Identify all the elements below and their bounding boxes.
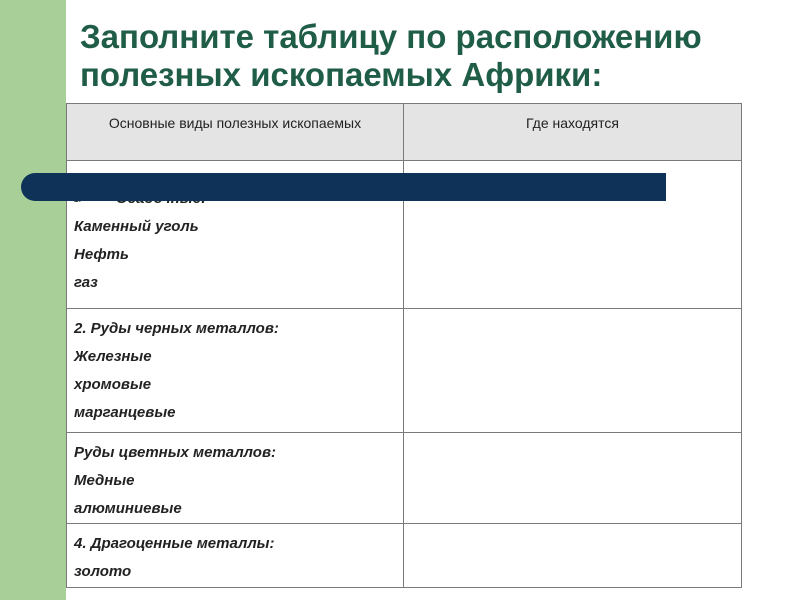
mineral-item: Каменный уголь	[74, 218, 199, 236]
table-row	[67, 524, 742, 588]
title-line-1: Заполните таблицу по расположению	[80, 18, 702, 55]
table-row	[67, 309, 742, 433]
mineral-cell	[67, 309, 404, 433]
left-decorative-bar	[0, 0, 66, 600]
mineral-item: Железные	[74, 348, 152, 365]
location-cell[interactable]	[404, 309, 742, 433]
table-header-row	[67, 104, 742, 161]
mineral-item: Медные	[74, 472, 135, 489]
mineral-item: хромовые	[74, 376, 152, 393]
mineral-item: газ	[74, 274, 98, 292]
location-cell[interactable]	[404, 433, 742, 524]
title-line-2: полезных ископаемых Африки:	[80, 56, 603, 93]
overlay-bar	[21, 173, 666, 201]
slide-title	[80, 18, 780, 94]
header-mineral-types: Основные виды полезных ископаемых	[67, 104, 404, 161]
mineral-cell	[67, 433, 404, 524]
mineral-category: Руды цветных металлов:	[74, 444, 277, 461]
mineral-item: золото	[74, 563, 132, 580]
location-cell[interactable]	[404, 524, 742, 588]
mineral-category: 2. Руды черных металлов:	[74, 320, 279, 337]
header-location: Где находятся	[404, 104, 742, 161]
mineral-category: 4. Драгоценные металлы:	[74, 535, 275, 552]
mineral-item: марганцевые	[74, 404, 176, 421]
mineral-cell	[67, 524, 404, 588]
mineral-item: алюминиевые	[74, 500, 182, 517]
table-row	[67, 433, 742, 524]
mineral-item: Нефть	[74, 246, 129, 264]
